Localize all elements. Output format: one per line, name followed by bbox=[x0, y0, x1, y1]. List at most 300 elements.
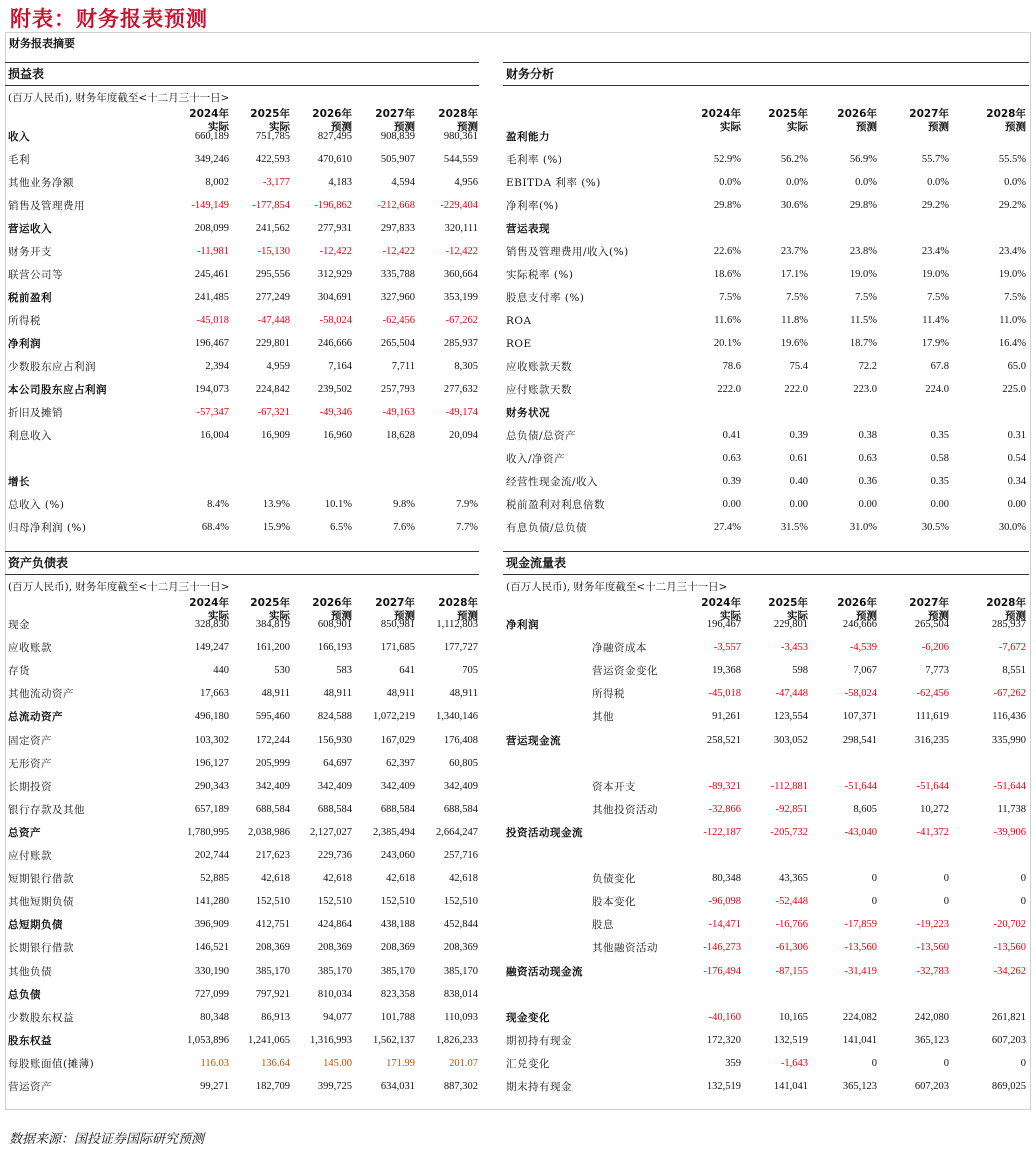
analysis-row-label: 应付账款天数 bbox=[506, 384, 572, 396]
financial-analysis-header: 财务分析 bbox=[503, 62, 1029, 86]
year-type: 实际 bbox=[269, 610, 290, 622]
income-cell: 68.4% bbox=[201, 522, 229, 533]
income-cell: 7,711 bbox=[391, 361, 415, 372]
income-cell: 544,559 bbox=[443, 154, 478, 165]
income-cell: 335,788 bbox=[380, 269, 415, 280]
cashflow-cell: 607,203 bbox=[991, 1034, 1026, 1046]
income-row bbox=[8, 310, 478, 332]
balance-cell: 838,014 bbox=[443, 988, 478, 1000]
income-row-label: 本公司股东应占利润 bbox=[8, 384, 107, 396]
analysis-cell: 78.6 bbox=[722, 361, 741, 372]
balance-cell: 205,999 bbox=[255, 757, 290, 769]
cashflow-row bbox=[506, 776, 1026, 798]
year-type: 预测 bbox=[457, 121, 478, 133]
income-row bbox=[8, 517, 478, 539]
income-row bbox=[8, 149, 478, 171]
income-cell: -62,456 bbox=[382, 315, 415, 326]
balance-cell: 688,584 bbox=[380, 803, 415, 815]
income-row bbox=[8, 471, 478, 493]
analysis-row-label: 收入/净资产 bbox=[506, 453, 566, 465]
analysis-cell: 0.00 bbox=[858, 499, 877, 510]
income-row bbox=[8, 333, 478, 355]
analysis-row-label: 实际税率 (%) bbox=[506, 269, 574, 281]
analysis-cell: 0.0% bbox=[786, 177, 808, 188]
cashflow-cell: -52,448 bbox=[775, 896, 808, 908]
analysis-row bbox=[506, 241, 1026, 263]
cashflow-cell: -13,560 bbox=[844, 942, 877, 954]
cashflow-cell: -176,494 bbox=[703, 965, 741, 977]
cashflow-row bbox=[506, 822, 1026, 844]
year-label: 2024年 bbox=[189, 108, 229, 120]
year-label: 2026年 bbox=[837, 108, 877, 120]
cashflow-row bbox=[506, 937, 1026, 959]
income-cell: 2,394 bbox=[205, 361, 229, 372]
income-cell: 980,361 bbox=[443, 131, 478, 142]
balance-cell: 1,072,219 bbox=[373, 711, 415, 723]
cashflow-cell: -146,273 bbox=[703, 942, 741, 954]
cashflow-cell: -51,644 bbox=[916, 780, 949, 792]
income-cell: -12,422 bbox=[319, 246, 352, 257]
income-cell: 470,610 bbox=[317, 154, 352, 165]
income-cell: 295,556 bbox=[255, 269, 290, 280]
analysis-row bbox=[506, 379, 1026, 401]
year-type: 预测 bbox=[457, 610, 478, 622]
income-cell: 239,502 bbox=[317, 384, 352, 395]
cashflow-row-label: 营运资金变化 bbox=[592, 665, 658, 678]
cashflow-cell: 11,738 bbox=[997, 803, 1026, 815]
cashflow-row bbox=[506, 1007, 1026, 1029]
income-cell: 277,249 bbox=[255, 292, 290, 303]
balance-row-label: 总负债 bbox=[8, 988, 41, 1001]
analysis-row bbox=[506, 425, 1026, 447]
cashflow-cell: -51,644 bbox=[844, 780, 877, 792]
cashflow-row-label: 所得税 bbox=[592, 688, 625, 701]
income-cell: -67,321 bbox=[257, 407, 290, 418]
income-row-label: 税前盈利 bbox=[8, 292, 52, 304]
balance-cell: 452,844 bbox=[443, 919, 478, 931]
cashflow-cell: 0 bbox=[943, 873, 949, 885]
analysis-row bbox=[506, 448, 1026, 470]
analysis-row bbox=[506, 356, 1026, 378]
year-type: 实际 bbox=[720, 121, 741, 133]
balance-cell: 342,409 bbox=[380, 780, 415, 792]
cashflow-cell: 8,605 bbox=[853, 803, 877, 815]
cashflow-row bbox=[506, 637, 1026, 659]
cashflow-cell: 132,519 bbox=[706, 1081, 741, 1092]
income-cell: 7.7% bbox=[456, 522, 478, 533]
income-cell: 320,111 bbox=[444, 223, 478, 234]
cashflow-row-label: 融资活动现金流 bbox=[506, 965, 583, 978]
analysis-cell: 0.58 bbox=[930, 453, 949, 464]
income-cell: -3,177 bbox=[262, 177, 290, 188]
balance-cell: 52,885 bbox=[200, 873, 229, 885]
analysis-cell: 0.31 bbox=[1007, 430, 1026, 441]
balance-cell: 202,744 bbox=[194, 850, 229, 861]
cashflow-cell: -4,539 bbox=[849, 642, 877, 654]
analysis-row bbox=[506, 494, 1026, 516]
balance-cell: 208,369 bbox=[380, 942, 415, 954]
income-row-label: 净利润 bbox=[8, 338, 41, 350]
income-cell: 16,004 bbox=[200, 430, 229, 441]
year-type: 实际 bbox=[787, 121, 808, 133]
cashflow-cell: -19,223 bbox=[916, 919, 949, 931]
analysis-cell: 56.2% bbox=[780, 154, 808, 165]
balance-cell: 64,697 bbox=[323, 757, 352, 769]
balance-row bbox=[8, 1007, 478, 1029]
balance-cell: 42,618 bbox=[449, 873, 478, 885]
cashflow-row bbox=[506, 984, 1026, 1006]
analysis-row-label: ROA bbox=[506, 315, 532, 327]
income-row bbox=[8, 379, 478, 401]
income-row-label: 联营公司等 bbox=[8, 269, 63, 281]
analysis-cell: 7.5% bbox=[786, 292, 808, 303]
income-cell: 349,246 bbox=[194, 154, 229, 165]
year-label: 2026年 bbox=[312, 597, 352, 609]
cashflow-row-label: 资本开支 bbox=[592, 780, 636, 793]
income-cell: 224,842 bbox=[255, 384, 290, 395]
balance-row-label: 其他负债 bbox=[8, 965, 52, 978]
cashflow-row bbox=[506, 914, 1026, 936]
year-label: 2026年 bbox=[312, 108, 352, 120]
analysis-cell: 55.5% bbox=[998, 154, 1026, 165]
cashflow-cell: 365,123 bbox=[842, 1081, 877, 1092]
balance-row-label: 现金 bbox=[8, 619, 30, 631]
cashflow-cell: -3,557 bbox=[713, 642, 741, 654]
income-cell: 16,909 bbox=[261, 430, 290, 441]
income-cell: 312,929 bbox=[317, 269, 352, 280]
balance-cell: 385,170 bbox=[255, 965, 290, 977]
year-type: 预测 bbox=[331, 610, 352, 622]
income-row bbox=[8, 287, 478, 309]
cashflow-cell: 141,041 bbox=[773, 1081, 808, 1092]
cashflow-cell: -205,732 bbox=[770, 826, 808, 838]
analysis-row bbox=[506, 195, 1026, 217]
balance-row-label: 银行存款及其他 bbox=[8, 803, 85, 816]
cashflow-cell: -112,881 bbox=[770, 780, 808, 792]
income-statement-header: 损益表 bbox=[5, 62, 479, 86]
cashflow-cell: 365,123 bbox=[914, 1034, 949, 1046]
analysis-cell: 11.0% bbox=[999, 315, 1026, 326]
balance-cell: 103,302 bbox=[194, 734, 229, 746]
balance-row bbox=[8, 799, 478, 821]
balance-cell: 385,170 bbox=[317, 965, 352, 977]
analysis-cell: 75.4 bbox=[789, 361, 808, 372]
income-cell: 246,666 bbox=[317, 338, 352, 349]
cashflow-cell: 298,541 bbox=[842, 734, 877, 746]
cashflow-cell: 869,025 bbox=[991, 1081, 1026, 1092]
analysis-cell: 23.4% bbox=[998, 246, 1026, 257]
income-cell: 245,461 bbox=[194, 269, 229, 280]
cashflow-row-label: 其他投资活动 bbox=[592, 803, 658, 816]
balance-cell: 208,369 bbox=[317, 942, 352, 954]
cashflow-cell: -16,766 bbox=[775, 919, 808, 931]
balance-cell: 141,280 bbox=[194, 896, 229, 908]
income-cell: -49,163 bbox=[382, 407, 415, 418]
cashflow-row bbox=[506, 891, 1026, 913]
balance-cell: 99,271 bbox=[200, 1081, 229, 1092]
balance-cell: 424,864 bbox=[317, 919, 352, 931]
cashflow-cell: 0 bbox=[943, 896, 949, 908]
income-cell: 196,467 bbox=[194, 338, 229, 349]
analysis-cell: 23.8% bbox=[849, 246, 877, 257]
cashflow-row bbox=[506, 961, 1026, 983]
analysis-cell: 29.8% bbox=[713, 200, 741, 211]
analysis-cell: 19.0% bbox=[998, 269, 1026, 280]
summary-heading: 财务报表摘要 bbox=[9, 37, 75, 50]
analysis-cell: 223.0 bbox=[853, 384, 877, 395]
balance-cell: 136.64 bbox=[261, 1057, 290, 1069]
income-cell: -57,347 bbox=[196, 407, 229, 418]
balance-row bbox=[8, 1030, 478, 1052]
balance-row bbox=[8, 637, 478, 659]
analysis-row-label: 销售及管理费用/收入(%) bbox=[506, 246, 629, 258]
income-cell: 505,907 bbox=[380, 154, 415, 165]
income-cell: 660,189 bbox=[194, 131, 229, 142]
analysis-cell: 0.00 bbox=[722, 499, 741, 510]
analysis-cell: 19.0% bbox=[921, 269, 949, 280]
year-type: 预测 bbox=[394, 610, 415, 622]
balance-cell: 152,510 bbox=[443, 896, 478, 908]
analysis-cell: 17.9% bbox=[921, 338, 949, 349]
analysis-cell: 17.1% bbox=[780, 269, 808, 280]
balance-row bbox=[8, 730, 478, 752]
analysis-cell: 7.5% bbox=[927, 292, 949, 303]
analysis-row-label: 盈利能力 bbox=[506, 131, 550, 143]
income-cell: 20,094 bbox=[449, 430, 478, 441]
analysis-row bbox=[506, 287, 1026, 309]
analysis-row-label: ROE bbox=[506, 338, 532, 350]
cashflow-row-label: 其他融资活动 bbox=[592, 942, 658, 955]
balance-cell: 705 bbox=[462, 665, 478, 677]
balance-row bbox=[8, 822, 478, 844]
income-row bbox=[8, 172, 478, 194]
balance-cell: 182,709 bbox=[255, 1081, 290, 1092]
analysis-row bbox=[506, 126, 1026, 148]
cashflow-cell: 285,937 bbox=[991, 619, 1026, 630]
income-cell: -196,862 bbox=[314, 200, 352, 211]
cashflow-cell: -122,187 bbox=[703, 826, 741, 838]
balance-cell: 48,911 bbox=[386, 688, 415, 700]
cashflow-cell: 316,235 bbox=[914, 734, 949, 746]
income-cell: 4,594 bbox=[391, 177, 415, 188]
analysis-cell: 11.8% bbox=[781, 315, 808, 326]
balance-cell: 385,170 bbox=[443, 965, 478, 977]
cashflow-cell: -32,783 bbox=[916, 965, 949, 977]
balance-row bbox=[8, 868, 478, 890]
cashflow-cell: 303,052 bbox=[773, 734, 808, 746]
page-title: 附表：财务报表预测 bbox=[10, 7, 208, 31]
balance-cell: 171,685 bbox=[380, 642, 415, 654]
cashflow-row-label: 期末持有现金 bbox=[506, 1081, 572, 1093]
income-cell: 6.5% bbox=[330, 522, 352, 533]
year-type: 预测 bbox=[394, 121, 415, 133]
balance-cell: 176,408 bbox=[443, 734, 478, 746]
cashflow-cell: -40,160 bbox=[708, 1011, 741, 1023]
balance-cell: 2,664,247 bbox=[436, 826, 478, 838]
balance-cell: 42,618 bbox=[386, 873, 415, 885]
income-cell: 7,164 bbox=[328, 361, 352, 372]
analysis-cell: 0.39 bbox=[722, 476, 741, 487]
cashflow-cell: -39,906 bbox=[993, 826, 1026, 838]
income-cell: 194,073 bbox=[194, 384, 229, 395]
analysis-cell: 65.0 bbox=[1007, 361, 1026, 372]
balance-cell: 1,112,803 bbox=[436, 619, 478, 630]
cashflow-cell: 258,521 bbox=[706, 734, 741, 746]
balance-cell: 595,460 bbox=[255, 711, 290, 723]
analysis-cell: 31.0% bbox=[849, 522, 877, 533]
year-label: 2028年 bbox=[986, 597, 1026, 609]
analysis-cell: 11.6% bbox=[714, 315, 741, 326]
balance-cell: 385,170 bbox=[380, 965, 415, 977]
income-row bbox=[8, 494, 478, 516]
balance-row-label: 无形资产 bbox=[8, 757, 52, 770]
balance-cell: 688,584 bbox=[443, 803, 478, 815]
analysis-row-label: 财务状况 bbox=[506, 407, 550, 419]
year-type: 预测 bbox=[928, 121, 949, 133]
balance-cell: 342,409 bbox=[255, 780, 290, 792]
balance-cell: 171.99 bbox=[386, 1057, 415, 1069]
balance-cell: 161,200 bbox=[255, 642, 290, 654]
income-cell: -58,024 bbox=[319, 315, 352, 326]
year-type: 预测 bbox=[856, 610, 877, 622]
income-row-label: 利息收入 bbox=[8, 430, 52, 442]
balance-cell: 229,736 bbox=[317, 850, 352, 861]
income-cell: 4,959 bbox=[266, 361, 290, 372]
analysis-row-label: 毛利率 (%) bbox=[506, 154, 563, 166]
analysis-cell: 0.63 bbox=[858, 453, 877, 464]
analysis-cell: 225.0 bbox=[1002, 384, 1026, 395]
balance-row-label: 少数股东权益 bbox=[8, 1011, 74, 1024]
income-row bbox=[8, 126, 478, 148]
cashflow-cell: 91,261 bbox=[712, 711, 741, 723]
cashflow-cell: -41,372 bbox=[916, 826, 949, 838]
analysis-cell: 30.0% bbox=[998, 522, 1026, 533]
income-row-label: 所得税 bbox=[8, 315, 41, 327]
balance-cell: 42,618 bbox=[323, 873, 352, 885]
balance-cell: 257,716 bbox=[443, 850, 478, 861]
balance-row bbox=[8, 706, 478, 728]
cashflow-cell: -47,448 bbox=[775, 688, 808, 700]
income-row bbox=[8, 402, 478, 424]
income-cell: 285,937 bbox=[443, 338, 478, 349]
balance-row bbox=[8, 660, 478, 682]
balance-row bbox=[8, 1053, 478, 1075]
analysis-cell: 0.38 bbox=[858, 430, 877, 441]
cashflow-cell: 43,365 bbox=[779, 873, 808, 885]
analysis-cell: 11.4% bbox=[922, 315, 949, 326]
cashflow-cell: -61,306 bbox=[775, 942, 808, 954]
analysis-cell: 16.4% bbox=[998, 338, 1026, 349]
cashflow-cell: 335,990 bbox=[991, 734, 1026, 746]
income-cell: 360,664 bbox=[443, 269, 478, 280]
cashflow-row-label: 净融资成本 bbox=[592, 642, 647, 655]
balance-row-label: 股东权益 bbox=[8, 1034, 52, 1047]
year-label: 2028年 bbox=[986, 108, 1026, 120]
analysis-cell: 0.35 bbox=[930, 430, 949, 441]
analysis-cell: 7.5% bbox=[855, 292, 877, 303]
analysis-row bbox=[506, 310, 1026, 332]
cashflow-cell: 0 bbox=[871, 1057, 877, 1069]
year-type: 实际 bbox=[208, 610, 229, 622]
balance-row bbox=[8, 776, 478, 798]
cashflow-row-label: 现金变化 bbox=[506, 1011, 550, 1024]
balance-cell: 94,077 bbox=[323, 1011, 352, 1023]
cashflow-row bbox=[506, 799, 1026, 821]
cashflow-cell: -3,453 bbox=[780, 642, 808, 654]
analysis-cell: 29.8% bbox=[849, 200, 877, 211]
balance-cell: 290,343 bbox=[194, 780, 229, 792]
balance-cell: 1,826,233 bbox=[436, 1034, 478, 1046]
balance-row-label: 总流动资产 bbox=[8, 711, 63, 724]
balance-cell: 48,911 bbox=[323, 688, 352, 700]
cashflow-cell: -31,419 bbox=[844, 965, 877, 977]
year-label: 2027年 bbox=[375, 597, 415, 609]
cashflow-cell: 246,666 bbox=[842, 619, 877, 630]
balance-cell: 438,188 bbox=[380, 919, 415, 931]
cashflow-cell: 261,821 bbox=[991, 1011, 1026, 1023]
income-cell: -229,404 bbox=[440, 200, 478, 211]
income-cell: 422,593 bbox=[255, 154, 290, 165]
analysis-cell: 7.5% bbox=[1004, 292, 1026, 303]
cashflow-row-label: 股息 bbox=[592, 919, 614, 932]
balance-row-label: 总资产 bbox=[8, 826, 41, 839]
balance-cell: 810,034 bbox=[317, 988, 352, 1000]
analysis-cell: 56.9% bbox=[849, 154, 877, 165]
income-row bbox=[8, 264, 478, 286]
year-type: 实际 bbox=[787, 610, 808, 622]
income-cell: 10.1% bbox=[324, 499, 352, 510]
income-cell: -177,854 bbox=[252, 200, 290, 211]
year-type: 预测 bbox=[1005, 121, 1026, 133]
balance-cell: 62,397 bbox=[386, 757, 415, 769]
cashflow-row bbox=[506, 614, 1026, 636]
analysis-cell: 27.4% bbox=[713, 522, 741, 533]
balance-cell: 688,584 bbox=[317, 803, 352, 815]
balance-cell: 396,909 bbox=[194, 919, 229, 931]
cashflow-row-label: 汇兑变化 bbox=[506, 1057, 550, 1070]
income-row-label: 毛利 bbox=[8, 154, 30, 166]
cashflow-cell: 607,203 bbox=[914, 1081, 949, 1092]
cashflow-row bbox=[506, 706, 1026, 728]
income-row-label: 财务开支 bbox=[8, 246, 52, 258]
cashflow-cell: -58,024 bbox=[844, 688, 877, 700]
balance-cell: 657,189 bbox=[194, 803, 229, 815]
cashflow-cell: -92,851 bbox=[775, 803, 808, 815]
analysis-row bbox=[506, 172, 1026, 194]
income-row bbox=[8, 195, 478, 217]
analysis-cell: 222.0 bbox=[717, 384, 741, 395]
cashflow-cell: 8,551 bbox=[1002, 665, 1026, 677]
year-type: 预测 bbox=[928, 610, 949, 622]
cashflow-row-label: 营运现金流 bbox=[506, 734, 561, 747]
balance-cell: 177,727 bbox=[443, 642, 478, 654]
balance-cell: 440 bbox=[213, 665, 229, 677]
cashflow-cell: -1,643 bbox=[780, 1057, 808, 1069]
balance-cell: 2,038,986 bbox=[248, 826, 290, 838]
analysis-cell: 0.54 bbox=[1007, 453, 1026, 464]
income-cell: -15,130 bbox=[257, 246, 290, 257]
cashflow-cell: 19,368 bbox=[712, 665, 741, 677]
balance-cell: 1,316,993 bbox=[310, 1034, 352, 1046]
income-row bbox=[8, 218, 478, 240]
analysis-cell: 0.00 bbox=[789, 499, 808, 510]
income-cell: 327,960 bbox=[380, 292, 415, 303]
balance-sheet-header: 资产负债表 bbox=[5, 551, 479, 575]
balance-cell: 399,725 bbox=[317, 1081, 352, 1092]
balance-row-label: 其他短期负债 bbox=[8, 896, 74, 909]
income-cell: 229,801 bbox=[255, 338, 290, 349]
analysis-cell: 72.2 bbox=[858, 361, 877, 372]
